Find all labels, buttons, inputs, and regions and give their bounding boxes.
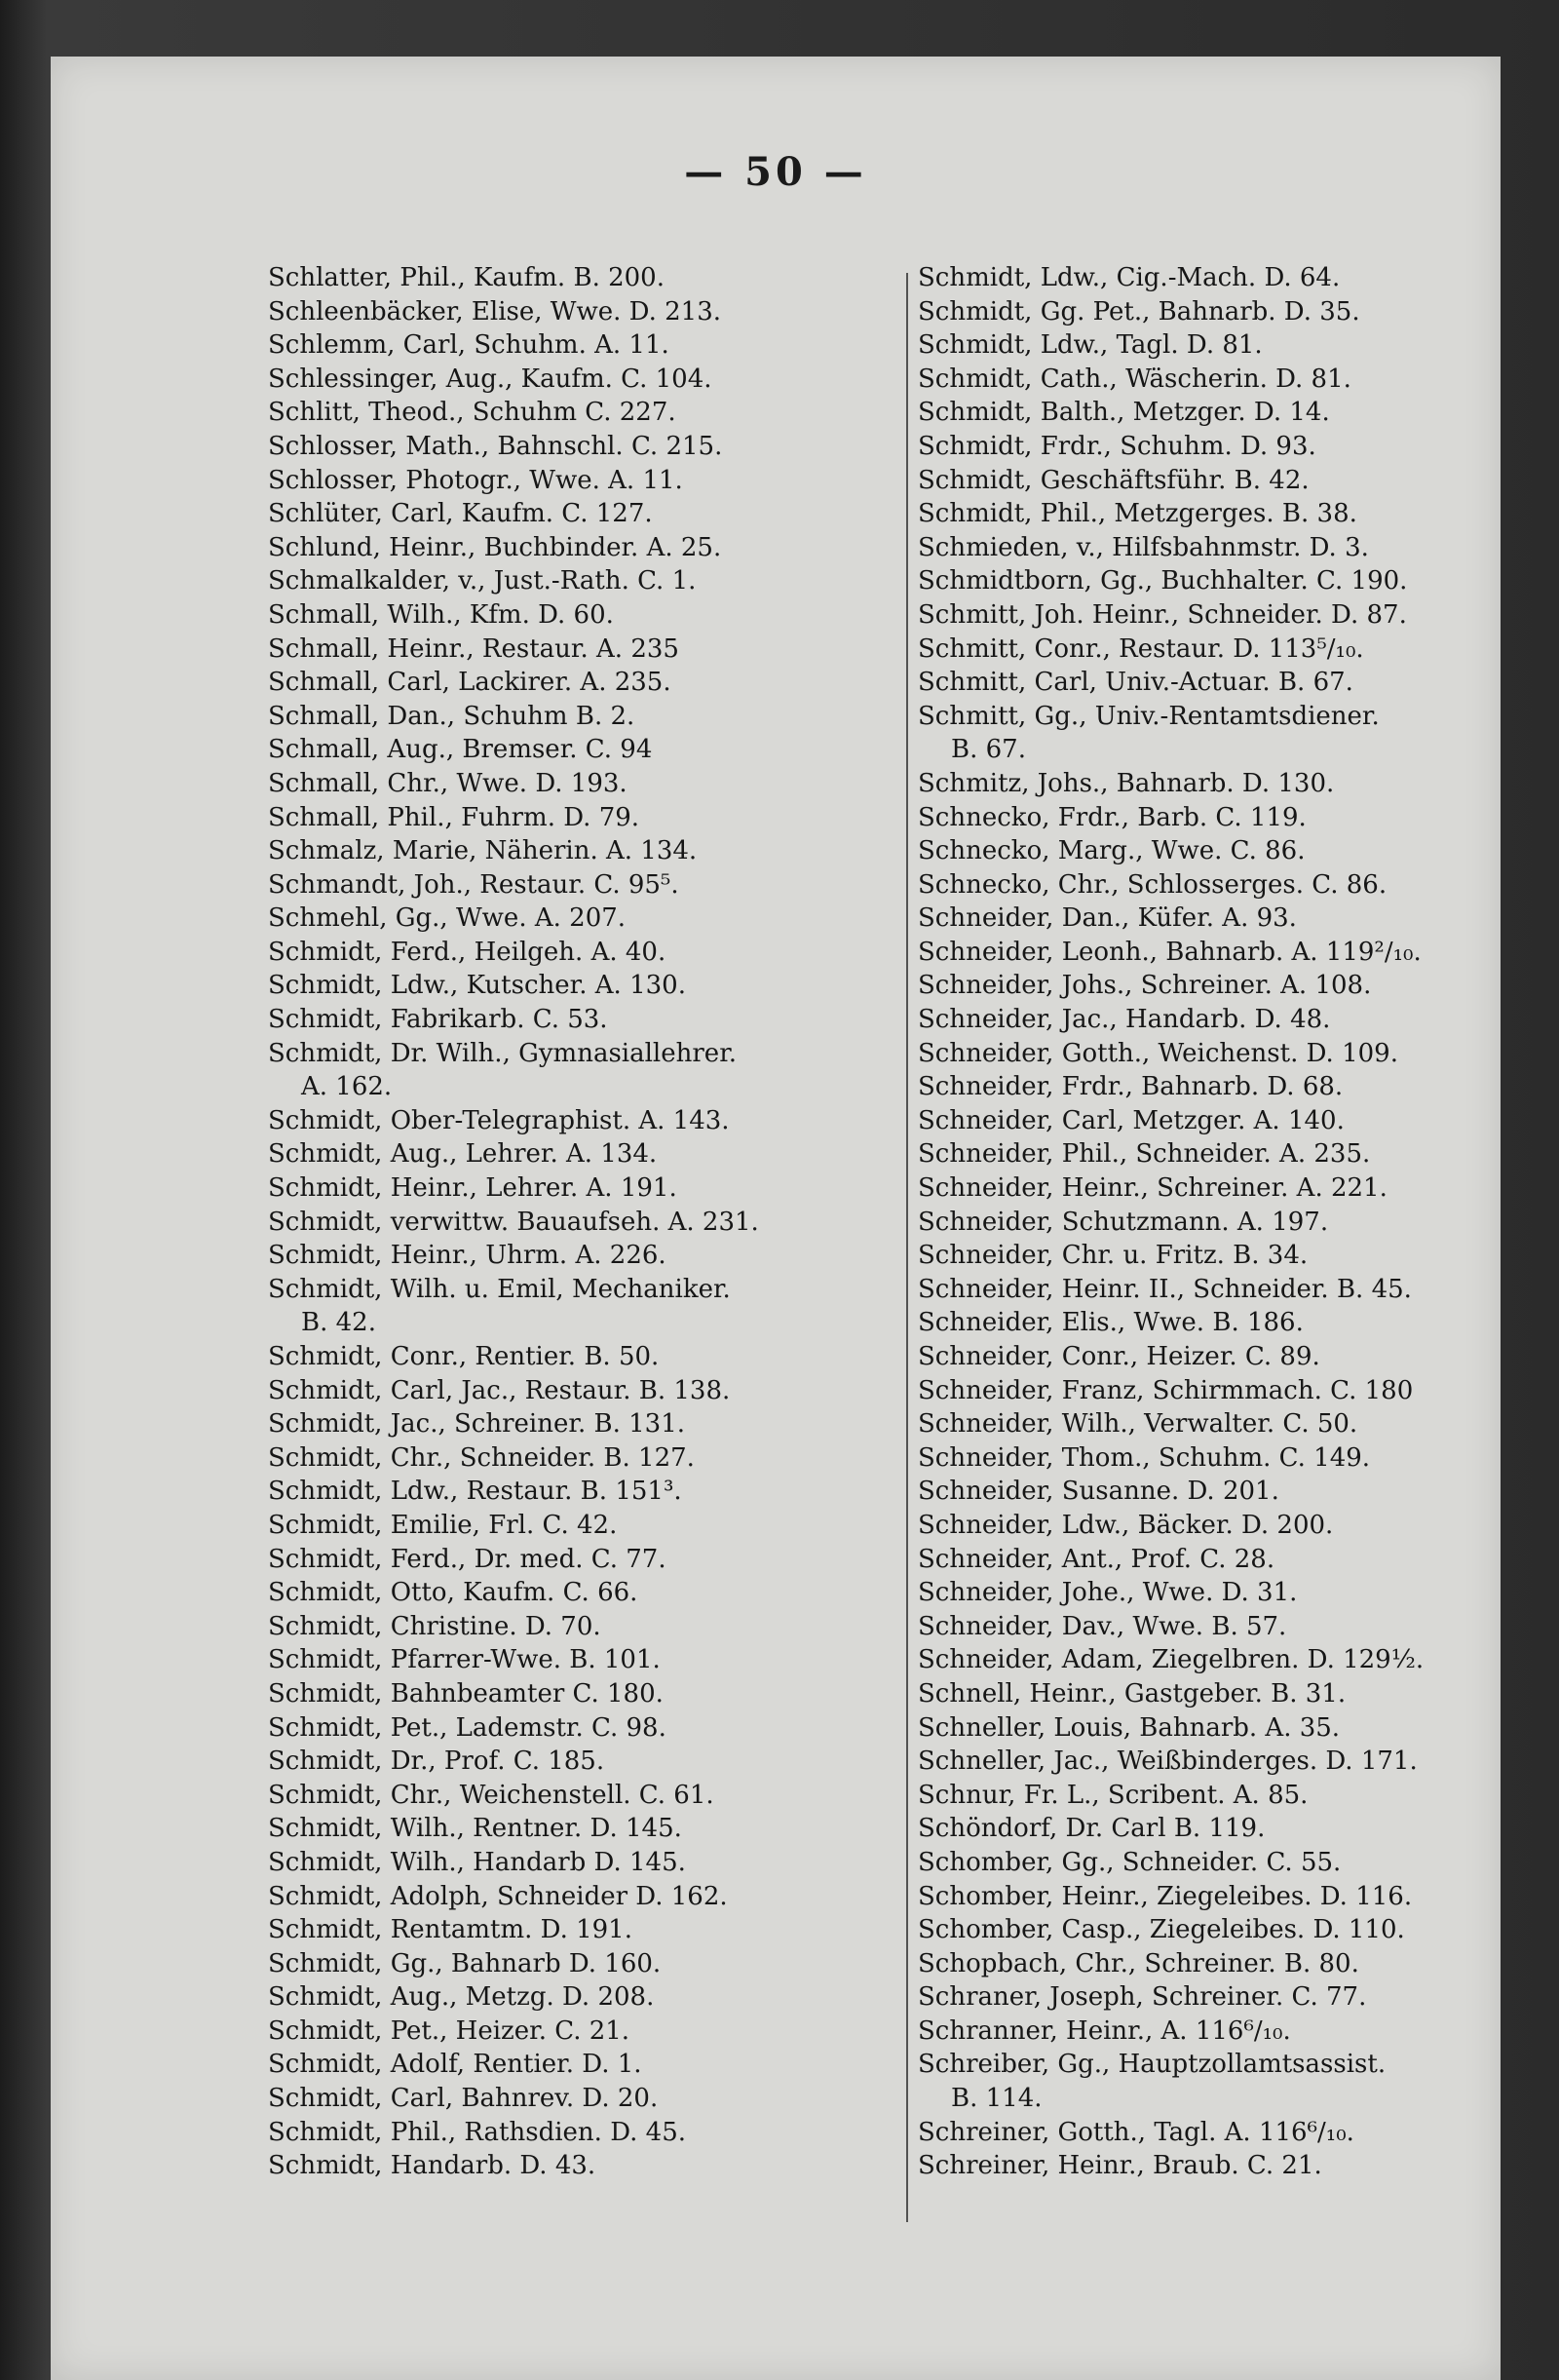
- directory-entry: A. 162.: [301, 1072, 393, 1102]
- directory-entry: Schmidt, Wilh. u. Emil, Mechaniker.: [268, 1274, 731, 1304]
- directory-entry: B. 114.: [951, 2084, 1043, 2114]
- directory-entry: Schmidt, Pfarrer-Wwe. B. 101.: [268, 1645, 661, 1675]
- directory-entry: Schmall, Carl, Lackirer. A. 235.: [268, 668, 671, 698]
- directory-entry: Schmidt, Dr., Prof. C. 185.: [268, 1747, 605, 1777]
- directory-entry: Schreiner, Gotth., Tagl. A. 116⁶/₁₀.: [918, 2117, 1354, 2147]
- directory-entry: Schmidt, Ferd., Dr. med. C. 77.: [268, 1544, 666, 1574]
- directory-entry: Schneider, Frdr., Bahnarb. D. 68.: [918, 1072, 1344, 1102]
- directory-entry: Schlatter, Phil., Kaufm. B. 200.: [268, 263, 665, 292]
- directory-entry: Schneider, Conr., Heizer. C. 89.: [918, 1342, 1320, 1371]
- directory-entry: Schneider, Chr. u. Fritz. B. 34.: [918, 1241, 1309, 1271]
- directory-entry: Schmidt, Rentamtm. D. 191.: [268, 1915, 632, 1945]
- directory-entry: Schreiner, Heinr., Braub. C. 21.: [918, 2151, 1322, 2181]
- directory-entry: Schmidt, Phil., Rathsdien. D. 45.: [268, 2117, 686, 2147]
- directory-entry: Schneider, Wilh., Verwalter. C. 50.: [918, 1409, 1358, 1440]
- directory-entry: Schlund, Heinr., Buchbinder. A. 25.: [268, 532, 722, 562]
- directory-entry: Schmidt, Bahnbeamter C. 180.: [268, 1678, 664, 1708]
- directory-entry: Schneider, Susanne. D. 201.: [918, 1477, 1279, 1507]
- directory-entry: Schmidt, Geschäftsführ. B. 42.: [918, 465, 1310, 495]
- left-column: [268, 261, 892, 2183]
- directory-entry: Schmieden, v., Hilfsbahnmstr. D. 3.: [918, 532, 1369, 562]
- directory-entry: Schmidt, Ober-Telegraphist. A. 143.: [268, 1105, 730, 1135]
- directory-entry: Schmidt, Emilie, Frl. C. 42.: [268, 1510, 618, 1540]
- directory-entry: Schmidt, Chr., Schneider. B. 127.: [268, 1442, 695, 1473]
- directory-entry: Schmidt, Cath., Wäscherin. D. 81.: [918, 364, 1351, 394]
- directory-entry: Schmidt, Carl, Bahnrev. D. 20.: [268, 2084, 659, 2114]
- directory-entry: Schmidt, Heinr., Uhrm. A. 226.: [268, 1241, 666, 1271]
- directory-entry: Schranner, Heinr., A. 116⁶/₁₀.: [918, 2015, 1291, 2046]
- page-number: — 50 —: [684, 149, 867, 195]
- directory-entry: Schmidt, Ldw., Restaur. B. 151³.: [268, 1477, 682, 1507]
- directory-entry: Schmall, Wilh., Kfm. D. 60.: [268, 599, 614, 630]
- directory-entry: Schmidtborn, Gg., Buchhalter. C. 190.: [918, 566, 1408, 596]
- directory-entry: Schmandt, Joh., Restaur. C. 95⁵.: [268, 869, 679, 900]
- directory-entry: Schmidt, Jac., Schreiner. B. 131.: [268, 1409, 685, 1440]
- directory-entry: Schneider, Elis., Wwe. B. 186.: [918, 1308, 1304, 1338]
- directory-entry: Schneider, Phil., Schneider. A. 235.: [918, 1139, 1371, 1170]
- directory-entry: Schnur, Fr. L., Scribent. A. 85.: [918, 1780, 1309, 1810]
- directory-entry: Schmidt, Adolf, Rentier. D. 1.: [268, 2050, 642, 2080]
- directory-entry: Schmidt, Wilh., Rentner. D. 145.: [268, 1814, 682, 1844]
- directory-entry: Schneider, Ldw., Bäcker. D. 200.: [918, 1510, 1334, 1540]
- directory-entry: Schmidt, Otto, Kaufm. C. 66.: [268, 1578, 638, 1608]
- directory-entry: Schmall, Chr., Wwe. D. 193.: [268, 768, 627, 798]
- directory-entry: Schmidt, Fabrikarb. C. 53.: [268, 1005, 608, 1035]
- directory-entry: Schomber, Heinr., Ziegeleibes. D. 116.: [918, 1881, 1413, 1911]
- directory-entry: Schmidt, Phil., Metzgerges. B. 38.: [918, 499, 1357, 529]
- directory-entry: Schmidt, Adolph, Schneider D. 162.: [268, 1881, 728, 1911]
- directory-entry: Schmidt, Balth., Metzger. D. 14.: [918, 398, 1330, 428]
- directory-entry: Schmidt, Gg., Bahnarb D. 160.: [268, 1948, 662, 1978]
- directory-entry: Schmall, Phil., Fuhrm. D. 79.: [268, 802, 640, 832]
- directory-entry: Schneider, Johe., Wwe. D. 31.: [918, 1578, 1298, 1608]
- directory-entry: Schmidt, Ldw., Tagl. D. 81.: [918, 330, 1263, 361]
- directory-entry: Schöndorf, Dr. Carl B. 119.: [918, 1814, 1266, 1844]
- directory-entry: Schmidt, Heinr., Lehrer. A. 191.: [268, 1173, 677, 1204]
- directory-entry: Schneider, Adam, Ziegelbren. D. 129½.: [918, 1645, 1425, 1675]
- directory-entry: Schmidt, Wilh., Handarb D. 145.: [268, 1847, 686, 1877]
- directory-entry: Schmitt, Carl, Univ.-Actuar. B. 67.: [918, 668, 1353, 698]
- directory-entry: Schnell, Heinr., Gastgeber. B. 31.: [918, 1678, 1347, 1708]
- directory-entry: Schmidt, Dr. Wilh., Gymnasiallehrer.: [268, 1038, 738, 1068]
- directory-entry: Schmitz, Johs., Bahnarb. D. 130.: [918, 768, 1335, 798]
- directory-entry: Schnecko, Chr., Schlosserges. C. 86.: [918, 869, 1388, 900]
- directory-entry: Schlessinger, Aug., Kaufm. C. 104.: [268, 364, 712, 394]
- directory-entry: Schmalz, Marie, Näherin. A. 134.: [268, 836, 698, 866]
- directory-entry: Schmidt, verwittw. Bauaufseh. A. 231.: [268, 1207, 759, 1237]
- directory-entry: Schmalkalder, v., Just.-Rath. C. 1.: [268, 566, 697, 596]
- directory-entry: Schneider, Jac., Handarb. D. 48.: [918, 1005, 1331, 1035]
- directory-entry: Schneller, Louis, Bahnarb. A. 35.: [918, 1712, 1341, 1743]
- directory-entry: Schleenbäcker, Elise, Wwe. D. 213.: [268, 296, 722, 326]
- directory-entry: Schmall, Heinr., Restaur. A. 235: [268, 633, 679, 664]
- directory-entry: Schlitt, Theod., Schuhm C. 227.: [268, 398, 676, 428]
- directory-entry: Schraner, Joseph, Schreiner. C. 77.: [918, 1982, 1367, 2013]
- directory-entry: Schmall, Dan., Schuhm B. 2.: [268, 701, 635, 731]
- directory-entry: Schneider, Schutzmann. A. 197.: [918, 1207, 1329, 1237]
- directory-entry: Schmidt, Pet., Heizer. C. 21.: [268, 2015, 630, 2046]
- directory-entry: Schmidt, Ldw., Cig.-Mach. D. 64.: [918, 263, 1341, 292]
- directory-entry: Schneider, Johs., Schreiner. A. 108.: [918, 971, 1372, 1001]
- directory-entry: Schnecko, Marg., Wwe. C. 86.: [918, 836, 1306, 866]
- directory-entry: Schomber, Gg., Schneider. C. 55.: [918, 1847, 1342, 1877]
- directory-entry: Schneider, Leonh., Bahnarb. A. 119²/₁₀.: [918, 937, 1422, 967]
- directory-entry: Schmidt, Aug., Lehrer. A. 134.: [268, 1139, 658, 1170]
- directory-entry: Schneller, Jac., Weißbinderges. D. 171.: [918, 1747, 1418, 1777]
- directory-entry: Schneider, Heinr. II., Schneider. B. 45.: [918, 1274, 1412, 1304]
- directory-entry: Schmidt, Pet., Lademstr. C. 98.: [268, 1712, 666, 1743]
- directory-entry: Schneider, Ant., Prof. C. 28.: [918, 1544, 1275, 1574]
- directory-entry: B. 42.: [301, 1308, 376, 1338]
- directory-entry: Schneider, Thom., Schuhm. C. 149.: [918, 1442, 1371, 1473]
- book-page: [51, 57, 1501, 2380]
- directory-entry: Schmidt, Aug., Metzg. D. 208.: [268, 1982, 655, 2013]
- directory-entry: Schmidt, Chr., Weichenstell. C. 61.: [268, 1780, 714, 1810]
- directory-entry: Schmitt, Joh. Heinr., Schneider. D. 87.: [918, 599, 1407, 630]
- directory-entry: Schmidt, Conr., Rentier. B. 50.: [268, 1342, 660, 1371]
- directory-entry: Schmidt, Gg. Pet., Bahnarb. D. 35.: [918, 296, 1360, 326]
- directory-entry: Schlüter, Carl, Kaufm. C. 127.: [268, 499, 653, 529]
- directory-entry: Schlemm, Carl, Schuhm. A. 11.: [268, 330, 669, 361]
- directory-entry: Schlosser, Photogr., Wwe. A. 11.: [268, 465, 683, 495]
- directory-entry: Schneider, Franz, Schirmmach. C. 180: [918, 1375, 1414, 1405]
- directory-entry: Schneider, Dav., Wwe. B. 57.: [918, 1611, 1287, 1641]
- directory-entry: Schneider, Heinr., Schreiner. A. 221.: [918, 1173, 1388, 1204]
- directory-entry: Schreiber, Gg., Hauptzollamtsassist.: [918, 2050, 1387, 2080]
- directory-entry: Schmidt, Frdr., Schuhm. D. 93.: [918, 431, 1316, 461]
- directory-entry: Schmidt, Carl, Jac., Restaur. B. 138.: [268, 1375, 731, 1405]
- directory-entry: Schneider, Carl, Metzger. A. 140.: [918, 1105, 1345, 1135]
- directory-entry: Schmitt, Conr., Restaur. D. 113⁵/₁₀.: [918, 633, 1364, 664]
- directory-entry: B. 67.: [951, 735, 1026, 765]
- directory-entry: Schlosser, Math., Bahnschl. C. 215.: [268, 431, 723, 461]
- column-divider: [906, 273, 908, 2222]
- directory-entry: Schmidt, Christine. D. 70.: [268, 1611, 601, 1641]
- directory-entry: Schopbach, Chr., Schreiner. B. 80.: [918, 1948, 1359, 1978]
- directory-entry: Schmitt, Gg., Univ.-Rentamtsdiener.: [918, 701, 1380, 731]
- directory-entry: Schmidt, Handarb. D. 43.: [268, 2151, 596, 2181]
- directory-entry: Schneider, Dan., Küfer. A. 93.: [918, 903, 1297, 934]
- directory-entry: Schomber, Casp., Ziegeleibes. D. 110.: [918, 1915, 1405, 1945]
- directory-entry: Schnecko, Frdr., Barb. C. 119.: [918, 802, 1307, 832]
- directory-entry: Schmehl, Gg., Wwe. A. 207.: [268, 903, 627, 934]
- directory-entry: Schmidt, Ldw., Kutscher. A. 130.: [268, 971, 686, 1001]
- right-column: [918, 261, 1502, 2183]
- directory-entry: Schmall, Aug., Bremser. C. 94: [268, 735, 653, 765]
- directory-entry: Schmidt, Ferd., Heilgeh. A. 40.: [268, 937, 666, 967]
- directory-entry: Schneider, Gotth., Weichenst. D. 109.: [918, 1038, 1398, 1068]
